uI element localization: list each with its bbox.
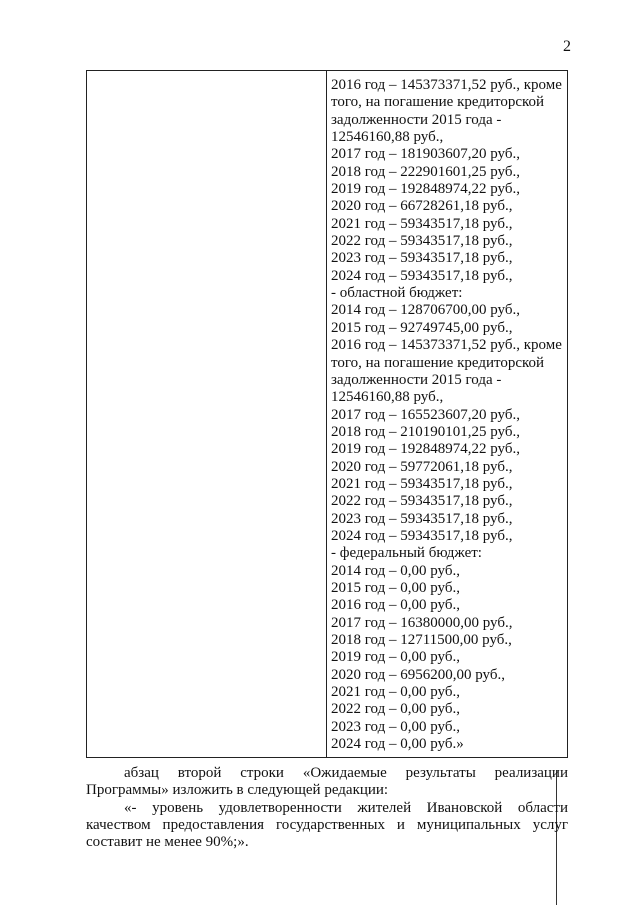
paragraph-line: абзац второй строки «Ожидаемые результаты реализации <box>124 765 568 781</box>
table-line: 2021 год – 59343517,18 руб., <box>331 475 513 492</box>
table-line: 2020 год – 66728261,18 руб., <box>331 198 513 215</box>
table-line: 12546160,88 руб., <box>331 389 444 406</box>
funding-table <box>86 70 568 758</box>
table-line: 2016 год – 145373371,52 руб., кроме <box>331 77 562 93</box>
table-line: 2022 год – 0,00 руб., <box>331 701 460 718</box>
table-line: - федеральный бюджет: <box>331 545 482 562</box>
table-line: 2019 год – 0,00 руб., <box>331 649 460 666</box>
table-line: 2017 год – 165523607,20 руб., <box>331 406 520 423</box>
paragraph-line: «- уровень удовлетворенности жителей Ивановской области <box>124 800 568 816</box>
table-line: того, на погашение кредиторской <box>331 354 545 371</box>
table-line: 2021 год – 59343517,18 руб., <box>331 215 513 232</box>
table-line: 2022 год – 59343517,18 руб., <box>331 493 513 510</box>
table-line: 2024 год – 59343517,18 руб., <box>331 527 513 544</box>
table-line: 2014 год – 128706700,00 руб., <box>331 302 520 319</box>
table-line: 2023 год – 0,00 руб., <box>331 718 460 735</box>
table-line: 2017 год – 181903607,20 руб., <box>331 146 520 163</box>
table-line: 2016 год – 145373371,52 руб., кроме <box>331 337 562 354</box>
table-line: 12546160,88 руб., <box>331 129 444 146</box>
table-line: 2024 год – 59343517,18 руб., <box>331 267 513 284</box>
table-line: 2021 год – 0,00 руб., <box>331 684 460 701</box>
table-line: 2024 год – 0,00 руб.» <box>331 736 464 753</box>
page-number: 2 <box>563 38 571 55</box>
paragraph-line: составит не менее 90%;». <box>86 834 249 850</box>
table-line: 2019 год – 192848974,22 руб., <box>331 441 520 458</box>
table-line: 2019 год – 192848974,22 руб., <box>331 181 520 198</box>
table-line: 2018 год – 210190101,25 руб., <box>331 423 520 440</box>
table-line: 2020 год – 6956200,00 руб., <box>331 666 505 683</box>
paragraph-amendment-instruction <box>86 765 568 799</box>
paragraph-line: Программы» изложить в следующей редакции: <box>86 782 389 798</box>
table-line: 2020 год – 59772061,18 руб., <box>331 458 513 475</box>
paragraph-line: качеством предоставления государственных и муниципальных услуг <box>86 817 568 833</box>
table-line: 2014 год – 0,00 руб., <box>331 562 460 579</box>
table-right-column <box>331 77 567 753</box>
table-line: 2016 год – 0,00 руб., <box>331 597 460 614</box>
table-line: 2022 год – 59343517,18 руб., <box>331 233 513 250</box>
table-column-divider <box>326 71 327 757</box>
table-line: задолженности 2015 года - <box>331 111 502 128</box>
table-line: 2015 год – 0,00 руб., <box>331 579 460 596</box>
table-line: того, на погашение кредиторской <box>331 94 545 111</box>
table-line: задолженности 2015 года - <box>331 371 502 388</box>
table-line: 2023 год – 59343517,18 руб., <box>331 250 513 267</box>
paragraph-amendment-text <box>86 800 568 851</box>
table-line: 2023 год – 59343517,18 руб., <box>331 510 513 527</box>
table-line: 2015 год – 92749745,00 руб., <box>331 319 513 336</box>
table-line: 2018 год – 222901601,25 руб., <box>331 163 520 180</box>
table-line: 2018 год – 12711500,00 руб., <box>331 632 512 648</box>
table-line: - областной бюджет: <box>331 285 463 302</box>
table-line: 2017 год – 16380000,00 руб., <box>331 614 513 631</box>
